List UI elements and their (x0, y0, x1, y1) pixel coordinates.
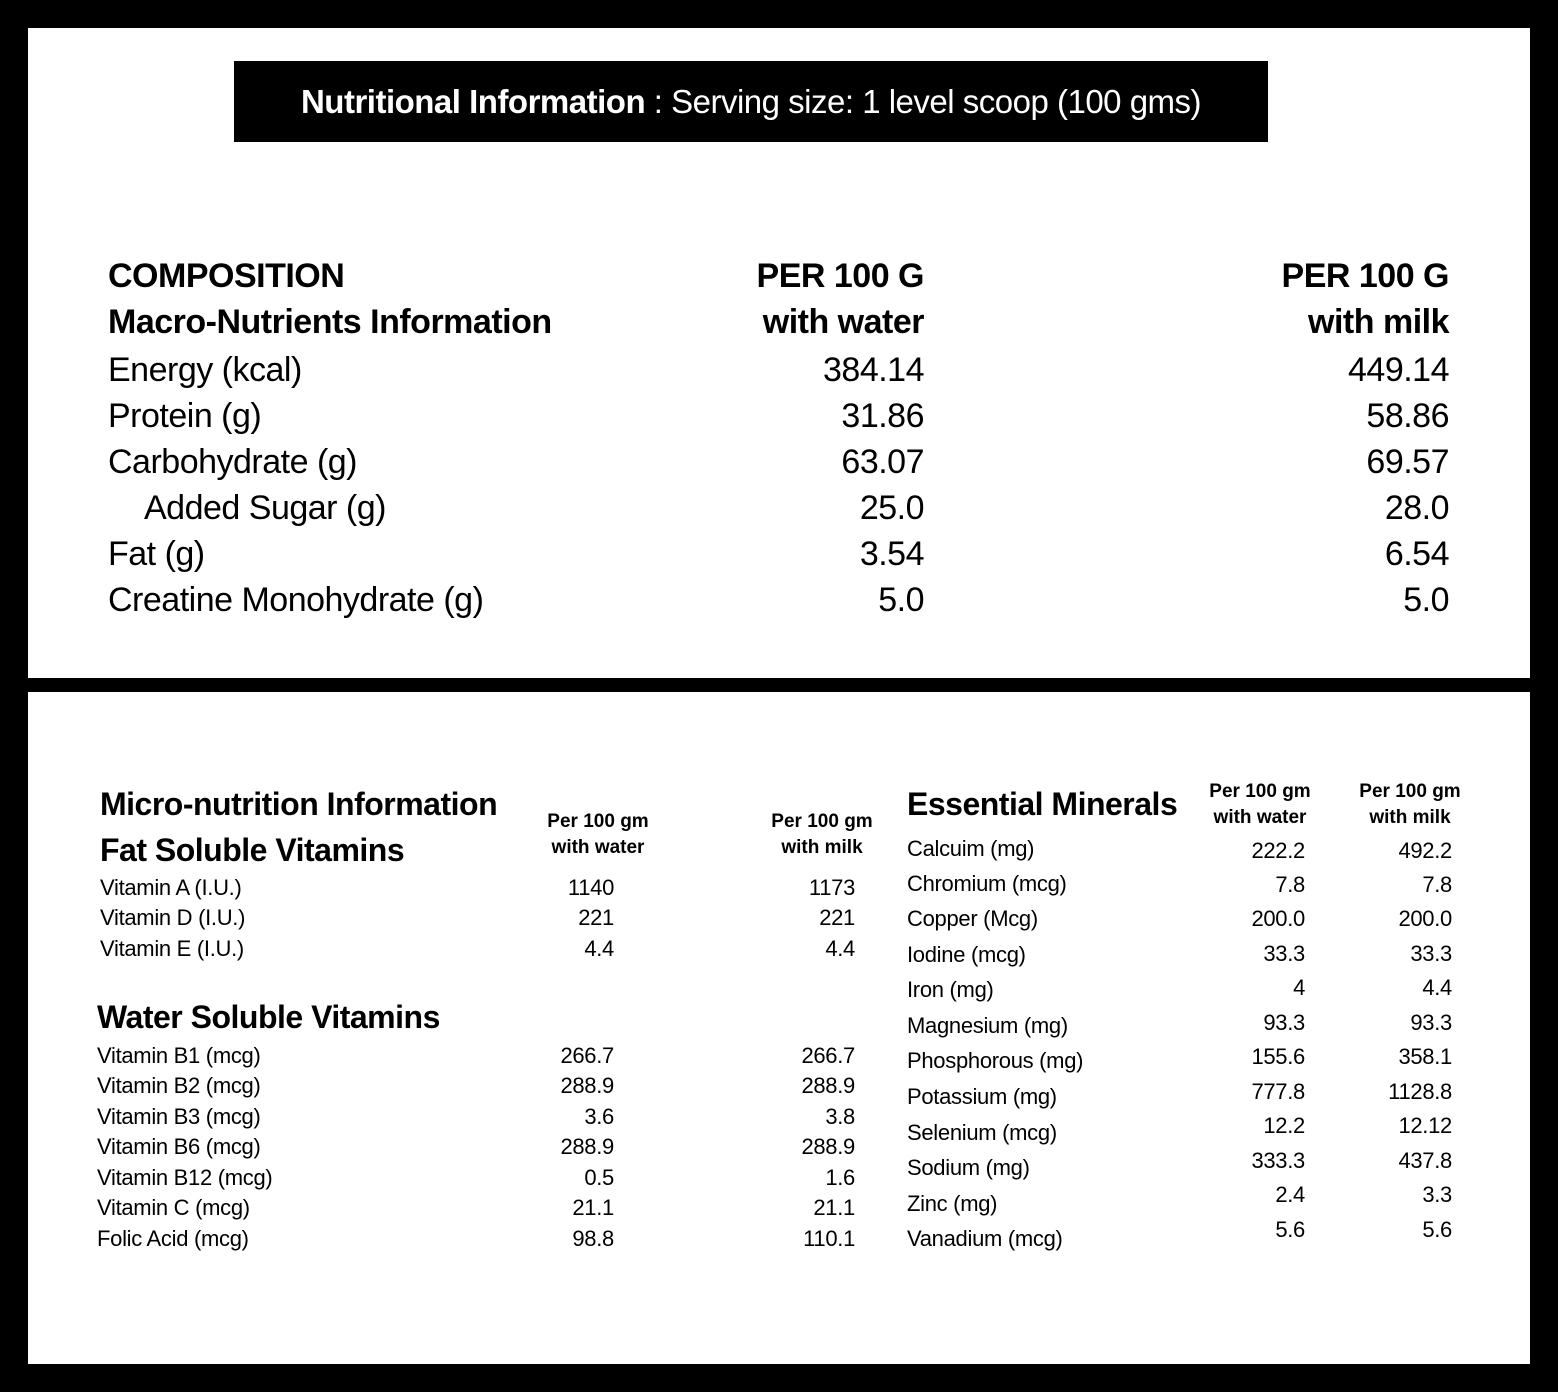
mineral-milk: 3.3 (1422, 1182, 1452, 1207)
title-rest: : Serving size: 1 level scoop (100 gms) (645, 82, 1202, 120)
mineral-milk: 33.3 (1410, 941, 1452, 966)
mineral-label: Magnesium (mg) (907, 1013, 1068, 1038)
vitamin-label: Vitamin B3 (mcg) (97, 1104, 261, 1129)
mineral-label: Sodium (mg) (907, 1155, 1030, 1180)
minerals-col-milk (1340, 779, 1480, 831)
minerals-col-water (1190, 779, 1330, 831)
mineral-milk: 437.8 (1398, 1148, 1452, 1173)
macro-heading: Macro-Nutrients Information (108, 303, 552, 341)
mineral-label: Calcuim (mg) (907, 836, 1035, 861)
minerals-heading: Essential Minerals (907, 786, 1178, 822)
vitamin-label: Vitamin E (I.U.) (100, 936, 244, 961)
macro-col-water-1: PER 100 G (756, 257, 924, 295)
macro-col-milk-2: with milk (1308, 303, 1449, 341)
mineral-label: Iodine (mcg) (907, 942, 1026, 967)
minerals-col-milk-2: with milk (1369, 807, 1451, 828)
mineral-milk: 358.1 (1398, 1044, 1452, 1069)
macro-row-label: Added Sugar (g) (144, 489, 386, 527)
micro-heading: Micro-nutrition Information (100, 786, 498, 822)
micro-col-water-2: with water (551, 837, 645, 858)
vitamin-label: Vitamin B2 (mcg) (97, 1073, 261, 1098)
vitamin-water: 266.7 (560, 1043, 614, 1068)
vitamin-water: 288.9 (560, 1134, 614, 1159)
mineral-milk: 492.2 (1398, 838, 1452, 863)
water-soluble-heading: Water Soluble Vitamins (97, 999, 440, 1035)
macro-col-milk-1: PER 100 G (1281, 257, 1449, 295)
mineral-water: 222.2 (1251, 838, 1305, 863)
macro-row-milk: 28.0 (1384, 489, 1449, 527)
macro-row-water: 5.0 (878, 581, 924, 619)
macro-row-label: Protein (g) (108, 397, 262, 435)
mineral-water: 12.2 (1263, 1113, 1305, 1138)
macro-col-water-2: with water (762, 303, 924, 341)
vitamin-water: 1140 (567, 875, 614, 900)
macro-row-water: 31.86 (841, 397, 924, 435)
mineral-label: Iron (mg) (907, 977, 994, 1002)
macro-row-milk: 449.14 (1348, 351, 1449, 389)
vitamin-label: Vitamin B12 (mcg) (97, 1165, 273, 1190)
vitamin-water: 221 (578, 905, 614, 930)
micro-col-milk (752, 809, 892, 861)
minerals-col-milk-1: Per 100 gm (1359, 781, 1461, 802)
mineral-milk: 7.8 (1422, 872, 1452, 897)
fat-soluble-heading: Fat Soluble Vitamins (100, 832, 405, 868)
mineral-label: Phosphorous (mg) (907, 1048, 1084, 1073)
minerals-col-water-2: with water (1213, 807, 1307, 828)
macro-row-milk: 58.86 (1366, 397, 1449, 435)
micro-col-milk-1: Per 100 gm (771, 811, 873, 832)
mineral-water: 5.6 (1275, 1217, 1305, 1242)
title-bold: Nutritional Information (300, 82, 646, 120)
title-bar (234, 61, 1268, 142)
vitamin-label: Vitamin D (I.U.) (100, 905, 246, 930)
mineral-label: Selenium (mcg) (907, 1120, 1057, 1145)
vitamin-milk: 1.6 (825, 1165, 855, 1190)
macro-row-water: 63.07 (841, 443, 924, 481)
vitamin-milk: 110.1 (803, 1226, 855, 1251)
macro-row-water: 25.0 (859, 489, 924, 527)
vitamin-water: 4.4 (584, 936, 614, 961)
vitamin-water: 288.9 (560, 1073, 614, 1098)
vitamin-milk: 288.9 (801, 1134, 855, 1159)
minerals-col-water-1: Per 100 gm (1209, 781, 1311, 802)
mineral-water: 200.0 (1251, 906, 1305, 931)
vitamin-milk: 21.1 (813, 1195, 855, 1220)
vitamin-label: Folic Acid (mcg) (97, 1226, 249, 1251)
mineral-milk: 12.12 (1398, 1113, 1452, 1138)
vitamin-water: 3.6 (584, 1104, 614, 1129)
mineral-label: Copper (Mcg) (907, 906, 1038, 931)
mineral-milk: 93.3 (1410, 1010, 1452, 1035)
macro-row-label: Carbohydrate (g) (108, 443, 358, 481)
macro-row-milk: 5.0 (1403, 581, 1449, 619)
mineral-label: Zinc (mg) (907, 1191, 998, 1216)
vitamin-milk: 221 (819, 905, 855, 930)
macro-row-milk: 69.57 (1366, 443, 1449, 481)
mineral-milk: 200.0 (1398, 906, 1452, 931)
composition-label: COMPOSITION (108, 257, 345, 295)
mineral-water: 4 (1293, 975, 1305, 1000)
macro-row-label: Creatine Monohydrate (g) (108, 581, 484, 619)
mineral-label: Potassium (mg) (907, 1084, 1057, 1109)
micro-col-water-1: Per 100 gm (547, 811, 649, 832)
vitamin-label: Vitamin B6 (mcg) (97, 1134, 261, 1159)
mineral-water: 155.6 (1251, 1044, 1305, 1069)
macro-row-label: Energy (kcal) (108, 351, 302, 389)
mineral-milk: 4.4 (1422, 975, 1452, 1000)
mineral-water: 7.8 (1275, 872, 1305, 897)
vitamin-water: 0.5 (584, 1165, 614, 1190)
mineral-milk: 5.6 (1422, 1217, 1452, 1242)
mineral-milk: 1128.8 (1388, 1079, 1452, 1104)
vitamin-label: Vitamin A (I.U.) (100, 875, 242, 900)
vitamin-water: 21.1 (572, 1195, 614, 1220)
vitamin-label: Vitamin B1 (mcg) (97, 1043, 261, 1068)
mineral-label: Vanadium (mcg) (907, 1226, 1063, 1251)
mineral-label: Chromium (mcg) (907, 871, 1067, 896)
mineral-water: 93.3 (1263, 1010, 1305, 1035)
vitamin-milk: 1173 (808, 875, 855, 900)
mineral-water: 2.4 (1275, 1182, 1305, 1207)
vitamin-label: Vitamin C (mcg) (97, 1195, 250, 1220)
macro-row-water: 384.14 (823, 351, 924, 389)
micro-col-water (528, 809, 668, 861)
mineral-water: 333.3 (1251, 1148, 1305, 1173)
vitamin-milk: 266.7 (801, 1043, 855, 1068)
macro-row-label: Fat (g) (108, 535, 205, 573)
vitamin-water: 98.8 (572, 1226, 614, 1251)
mineral-water: 33.3 (1263, 941, 1305, 966)
macro-row-milk: 6.54 (1384, 535, 1449, 573)
mineral-water: 777.8 (1251, 1079, 1305, 1104)
macro-row-water: 3.54 (859, 535, 924, 573)
vitamin-milk: 3.8 (825, 1104, 855, 1129)
vitamin-milk: 4.4 (825, 936, 855, 961)
micro-col-milk-2: with milk (781, 837, 863, 858)
vitamin-milk: 288.9 (801, 1073, 855, 1098)
